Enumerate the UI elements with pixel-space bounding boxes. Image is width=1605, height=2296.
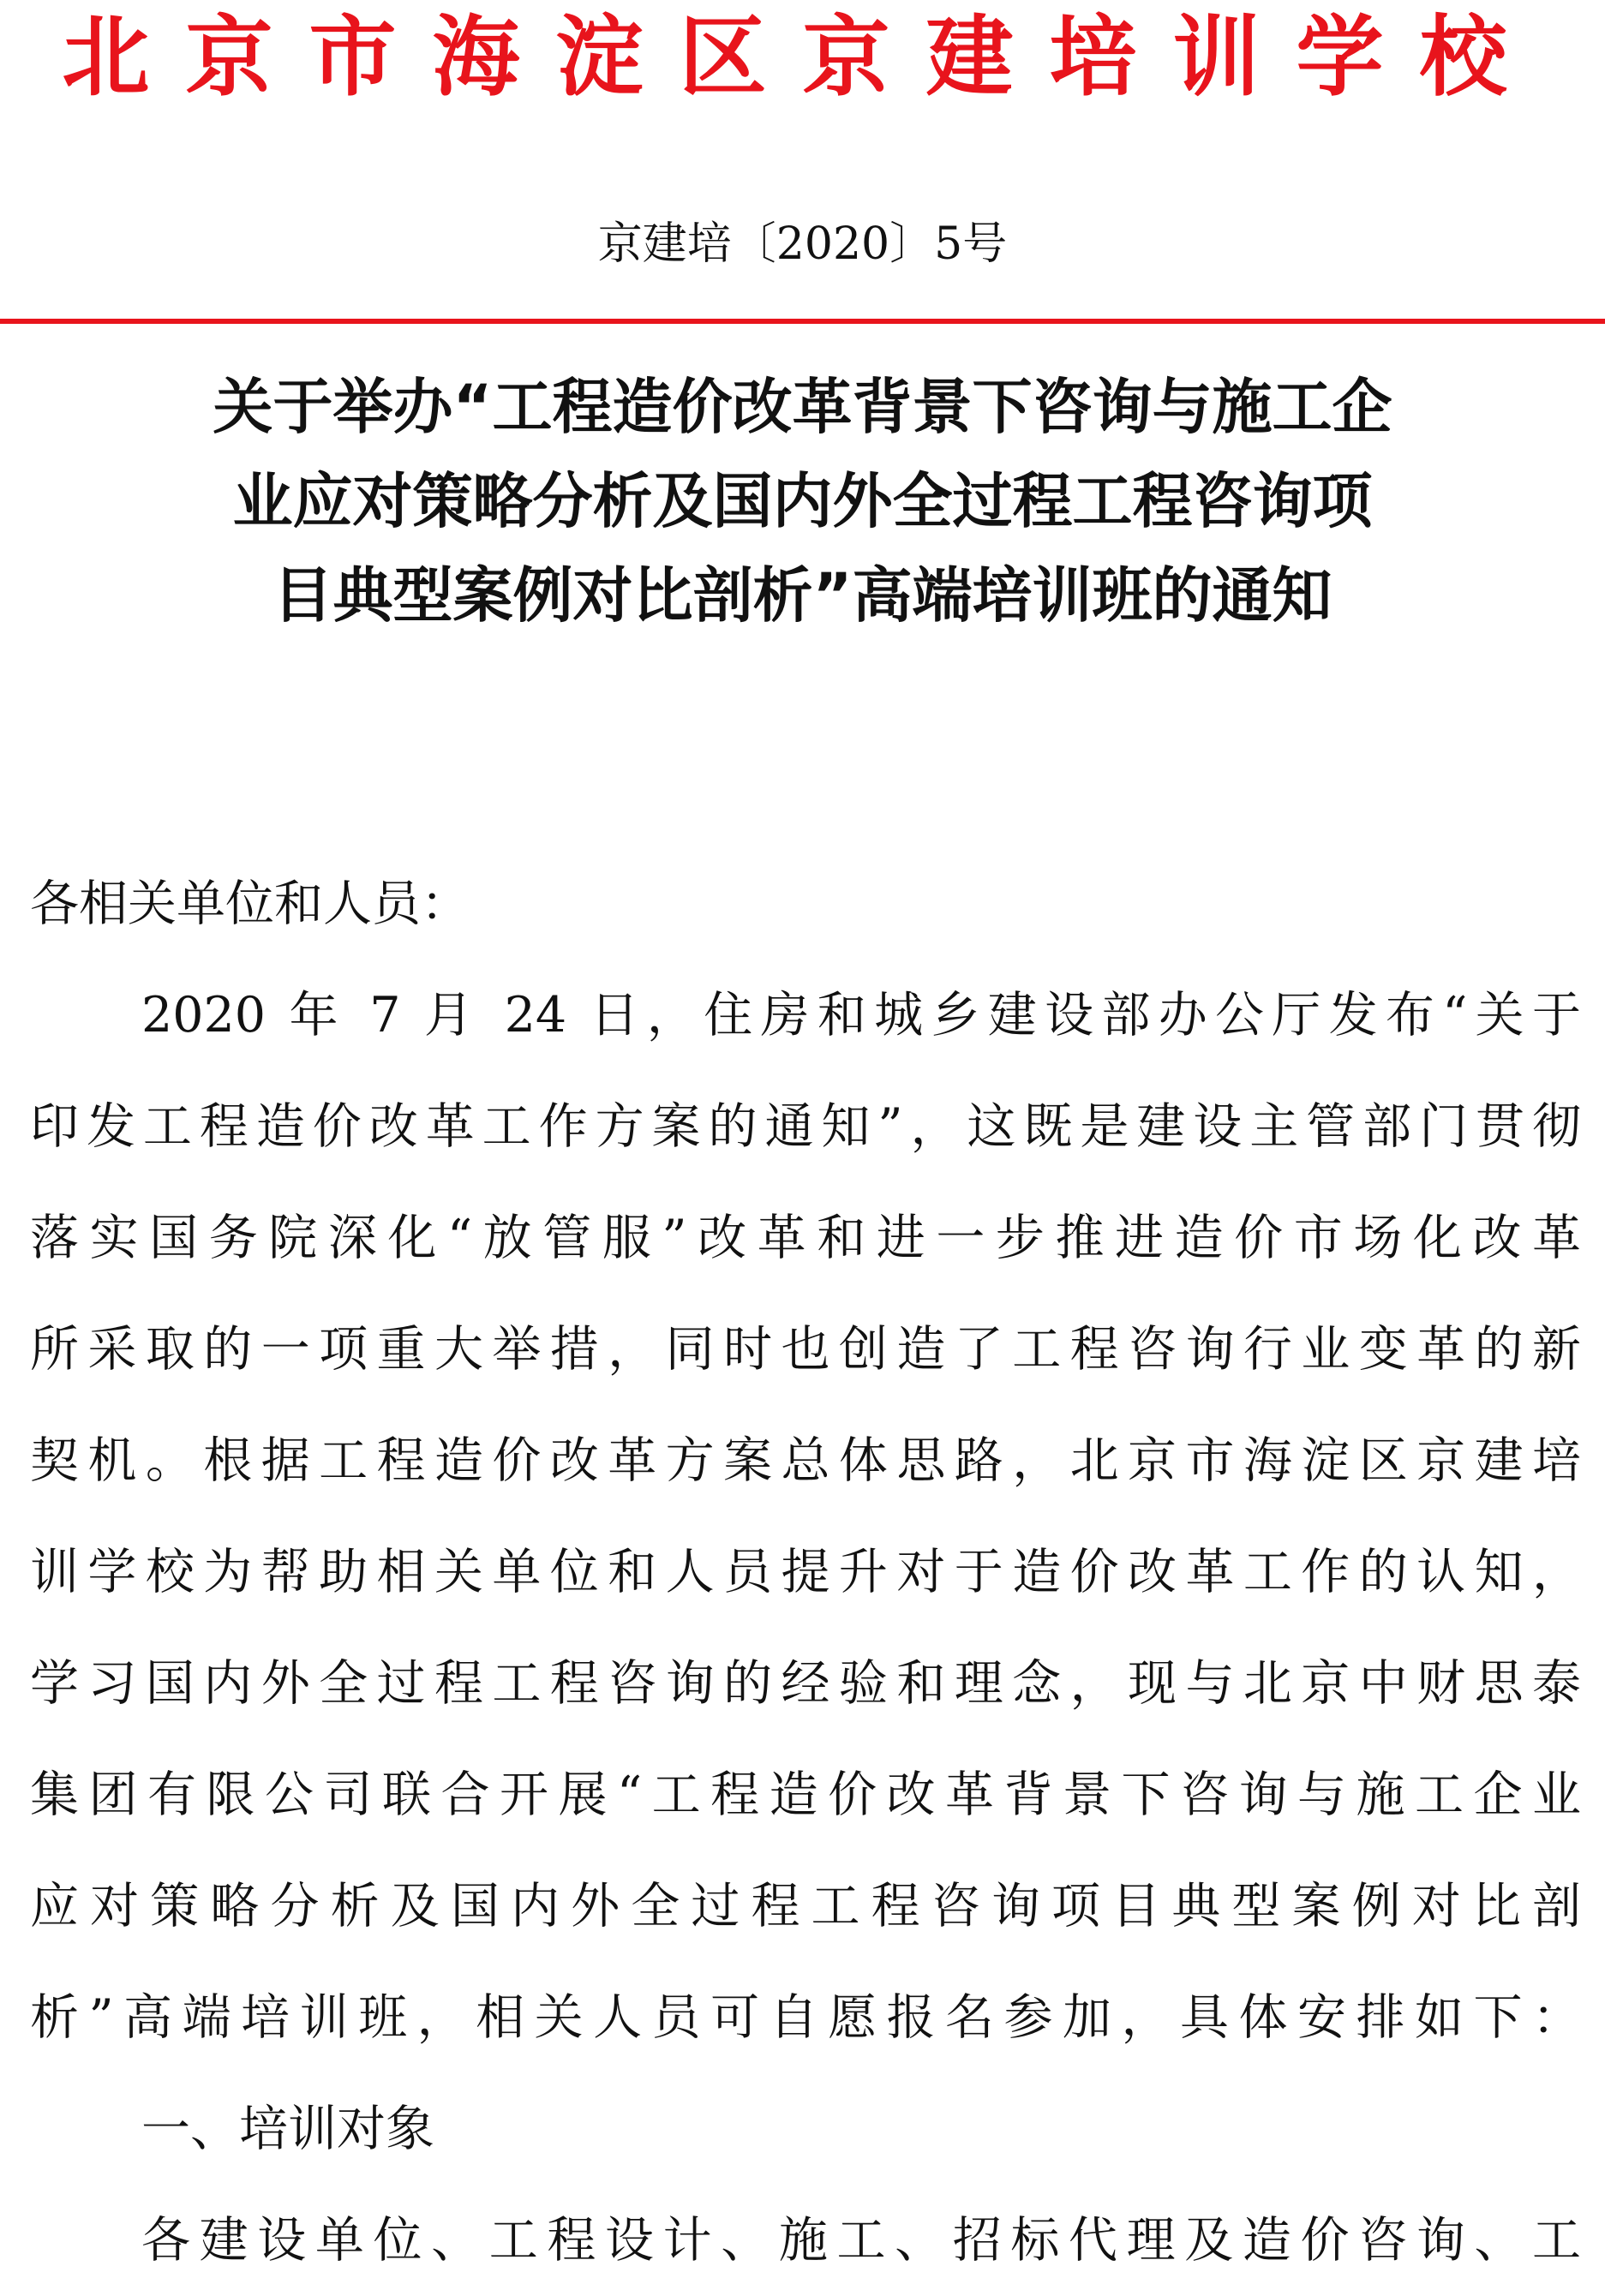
paragraph-line: 集团有限公司联合开展“工程造价改革背景下咨询与施工企业 (30, 1767, 1581, 1823)
title-line: 目典型案例对比剖析”高端培训班的通知 (272, 560, 1333, 631)
paragraph-line: 各建设单位、工程设计、施工、招标代理及造价咨询、工 (141, 2212, 1581, 2269)
paragraph-line: 所采取的一项重大举措，同时也创造了工程咨询行业变革的新 (30, 1321, 1581, 1378)
document-title (17, 360, 1588, 643)
paragraph-line: 应对策略分析及国内外全过程工程咨询项目典型案例对比剖 (30, 1878, 1581, 1934)
paragraph-line: 2020 年 7 月 24 日，住房和城乡建设部办公厅发布“关于 (141, 987, 1581, 1043)
title-line: 业应对策略分析及国内外全过程工程咨询项 (232, 466, 1373, 536)
paragraph-line: 印发工程造价改革工作方案的通知”，这既是建设主管部门贯彻 (30, 1098, 1581, 1155)
paragraph-line: 契机。根据工程造价改革方案总体思路，北京市海淀区京建培 (30, 1432, 1581, 1489)
paragraph-line: 析”高端培训班，相关人员可自愿报名参加，具体安排如下： (30, 1989, 1581, 2046)
paragraph-line: 学习国内外全过程工程咨询的经验和理念，现与北京中财思泰 (30, 1655, 1581, 1712)
salutation: 各相关单位和人员： (30, 876, 470, 932)
red-header-rule (0, 319, 1605, 324)
document-number: 京建培〔2020〕5号 (597, 218, 1008, 270)
organization-name: 北京市海淀区京建培训学校 (62, 7, 1543, 109)
paragraph-line: 落实国务院深化“放管服”改革和进一步推进造价市场化改革 (30, 1210, 1581, 1266)
title-line: 关于举办“工程造价改革背景下咨询与施工企 (213, 372, 1392, 442)
section-heading: 一、培训对象 (141, 2101, 434, 2157)
document-body (30, 848, 1581, 2296)
paragraph-line: 训学校为帮助相关单位和人员提升对于造价改革工作的认知， (30, 1544, 1581, 1600)
